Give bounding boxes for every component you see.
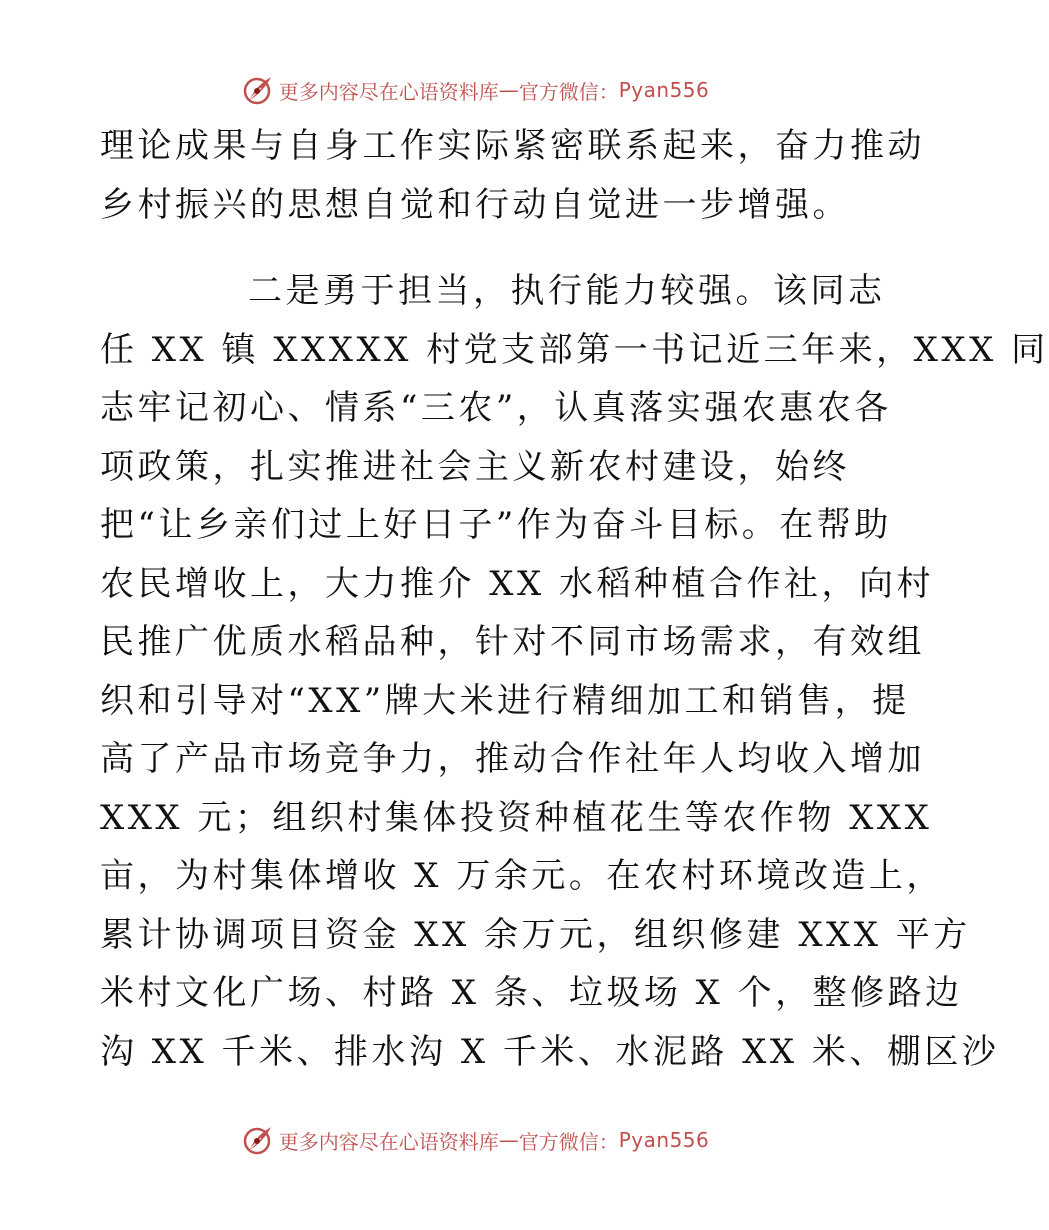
footer-wechat-label: 官方微信： (518, 1129, 619, 1154)
body-line-15: 米村文化广场、村路 X 条、垃圾场 X 个，整修路边 (100, 973, 963, 1013)
body-line-10: 织和引导对“XX”牌大米进行精细加工和销售，提 (100, 680, 910, 721)
body-line-1: 理论成果与自身工作实际紧密联系起来，奋力推动 (100, 126, 925, 166)
paragraph-heading-line: 二是勇于担当，执行能力较强。该同志 (248, 271, 886, 311)
body-line-2: 乡村振兴的思想自觉和行动自觉进一步增强。 (100, 184, 850, 225)
quill-logo-icon (241, 73, 275, 107)
body-line-8: 农民增收上，大力推介 XX 水稻种植合作社，向村 (100, 563, 935, 604)
body-line-11: 高了产品市场竞争力，推动合作社年人均收入增加 (100, 739, 925, 779)
header-brand-text: 更多内容尽在心语资料库 (278, 79, 499, 104)
header-wechat-label: 官方微信： (518, 79, 619, 104)
header-separator: — (498, 78, 519, 102)
body-line-5: 志牢记初心、情系“三农”，认真落实强农惠农各 (100, 388, 892, 428)
body-line-6: 项政策，扎实推进社会主义新农村建设，始终 (100, 446, 850, 487)
body-line-16: 沟 XX 千米、排水沟 X 千米、水泥路 XX 米、棚区沙 (100, 1031, 1000, 1072)
body-line-12: XXX 元；组织村集体投资种植花生等农作物 XXX (100, 797, 933, 838)
body-line-7: 把“让乡亲们过上好日子”作为奋斗目标。在帮助 (100, 505, 892, 545)
footer-banner (0, 1120, 950, 1160)
footer-separator: — (498, 1128, 519, 1152)
body-line-13: 亩，为村集体增收 X 万余元。在农村环境改造上， (100, 856, 944, 896)
body-line-9: 民推广优质水稻品种，针对不同市场需求，有效组 (100, 622, 925, 662)
header-banner (0, 70, 950, 110)
document-body (100, 117, 1049, 1081)
footer-wechat-account: Pyan556 (618, 1128, 710, 1152)
header-wechat-account: Pyan556 (618, 78, 710, 102)
footer-brand-text: 更多内容尽在心语资料库 (278, 1129, 499, 1154)
body-line-14: 累计协调项目资金 XX 余万元，组织修建 XXX 平方 (100, 914, 971, 955)
quill-logo-icon (241, 1123, 275, 1157)
body-line-4: 任 XX 镇 XXXXX 村党支部第一书记近三年来，XXX 同 (100, 329, 1049, 370)
